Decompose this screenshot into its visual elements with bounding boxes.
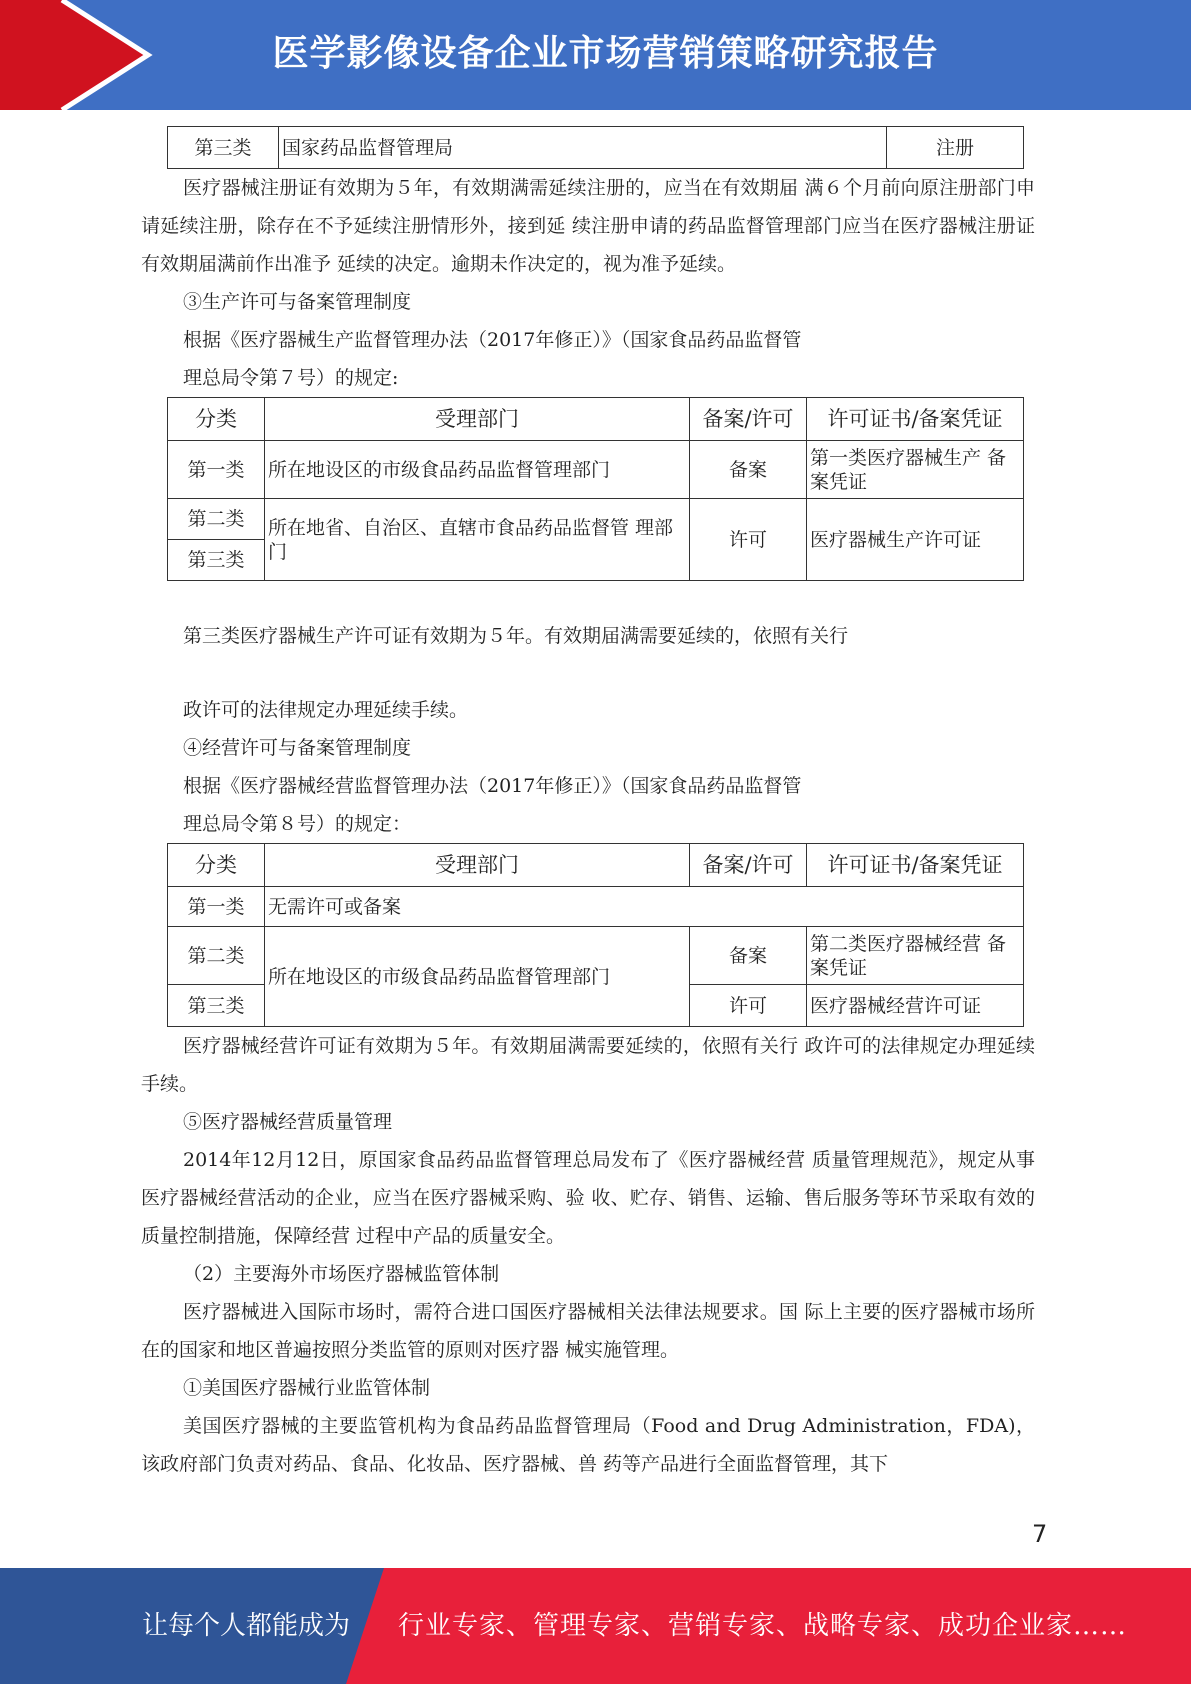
paragraph: 政许可的法律规定办理延续手续。	[183, 699, 469, 721]
table-cell: 第三类	[168, 540, 265, 581]
footer-slogan-right: 行业专家、管理专家、营销专家、战略专家、成功企业家……	[398, 1611, 1128, 1641]
paragraph: 2014年12月12日，原国家食品药品监督管理总局发布了《医疗器械经营 质量管理规范》，规定从事医疗器械经营活动的企业，应当在医疗器械采购、验 收、贮存、销售、运输、售后服务等环节采取有效的质量控制措施，保障经营 过程中产品的质量安全。	[141, 1149, 1035, 1247]
registration-table	[167, 126, 1024, 169]
table-header: 备案/许可	[690, 844, 807, 887]
paragraph: 第三类医疗器械生产许可证有效期为５年。有效期届满需要延续的，依照有关行	[183, 625, 849, 647]
table-cell: 第三类	[168, 985, 265, 1027]
page-footer	[0, 1568, 1191, 1684]
paragraph: 医疗器械进入国际市场时，需符合进口国医疗器械相关法律法规要求。国 际上主要的医疗器械市场所在的国家和地区普遍按照分类监管的原则对医疗器 械实施管理。	[141, 1301, 1035, 1361]
table-cell: 医疗器械经营许可证	[807, 985, 1024, 1027]
table-cell: 第一类	[168, 441, 265, 499]
section-heading: ③生产许可与备案管理制度	[183, 291, 412, 313]
table-header: 受理部门	[265, 844, 690, 887]
table-cell: 许可	[690, 985, 807, 1027]
report-title: 医学影像设备企业市场营销策略研究报告	[272, 33, 939, 74]
table-cell: 第一类	[168, 887, 265, 927]
section-heading: ⑤医疗器械经营质量管理	[183, 1111, 393, 1133]
footer-slogan-left: 让每个人都能成为	[142, 1611, 351, 1641]
table-cell: 备案	[690, 927, 807, 985]
business-license-table	[167, 843, 1024, 1027]
production-license-table	[167, 397, 1024, 581]
table-cell: 国家药品监督管理局	[279, 127, 887, 169]
table-cell: 第二类医疗器械经营 备案凭证	[807, 927, 1024, 985]
table-cell: 第二类	[168, 927, 265, 985]
paragraph: 理总局令第７号）的规定:	[183, 367, 399, 389]
table-cell: 所在地设区的市级食品药品监督管理部门	[265, 441, 690, 499]
table-cell: 许可	[690, 499, 807, 581]
table-cell: 所在地省、自治区、直辖市食品药品监督管 理部门	[265, 499, 690, 581]
table-header: 受理部门	[265, 398, 690, 441]
paragraph: 根据《医疗器械经营监督管理办法（2017年修正）》（国家食品药品监督管	[183, 775, 802, 797]
paragraph: 根据《医疗器械生产监督管理办法（2017年修正）》（国家食品药品监督管	[183, 329, 802, 351]
paragraph: 医疗器械注册证有效期为５年，有效期满需延续注册的，应当在有效期届 满６个月前向原注册部门申请延续注册，除存在不予延续注册情形外，接到延 续注册申请的药品监督管理部门应当在医疗器械注册证有效期届满前作出准予 延续的决定。逾期未作决定的，视为准予延续。	[141, 177, 1035, 275]
paragraph: 理总局令第８号）的规定：	[183, 813, 412, 835]
table-cell: 第一类医疗器械生产 备案凭证	[807, 441, 1024, 499]
section-heading: （2）主要海外市场医疗器械监管体制	[183, 1263, 500, 1285]
table-cell: 无需许可或备案	[265, 887, 1024, 927]
paragraph: 美国医疗器械的主要监管机构为食品药品监督管理局（Food and Drug Administration，FDA)，该政府部门负责对药品、食品、化妆品、医疗器械、兽 药等产品进行全面监督管理，其下	[141, 1415, 1035, 1475]
table-header: 许可证书/备案凭证	[807, 398, 1024, 441]
table-cell: 医疗器械生产许可证	[807, 499, 1024, 581]
table-cell: 第二类	[168, 499, 265, 540]
table-cell: 注册	[887, 127, 1024, 169]
table-cell: 所在地设区的市级食品药品监督管理部门	[265, 927, 690, 1027]
page-number: 7	[1032, 1520, 1048, 1548]
section-heading: ①美国医疗器械行业监管体制	[183, 1377, 431, 1399]
page-header	[0, 0, 1191, 110]
table-header: 分类	[168, 398, 265, 441]
table-header: 分类	[168, 844, 265, 887]
table-header: 备案/许可	[690, 398, 807, 441]
paragraph: 医疗器械经营许可证有效期为５年。有效期届满需要延续的，依照有关行 政许可的法律规定办理延续手续。	[141, 1035, 1035, 1095]
table-header: 许可证书/备案凭证	[807, 844, 1024, 887]
document-body	[141, 126, 1035, 1483]
table-cell: 第三类	[168, 127, 279, 169]
table-cell: 备案	[690, 441, 807, 499]
section-heading: ④经营许可与备案管理制度	[183, 737, 412, 759]
